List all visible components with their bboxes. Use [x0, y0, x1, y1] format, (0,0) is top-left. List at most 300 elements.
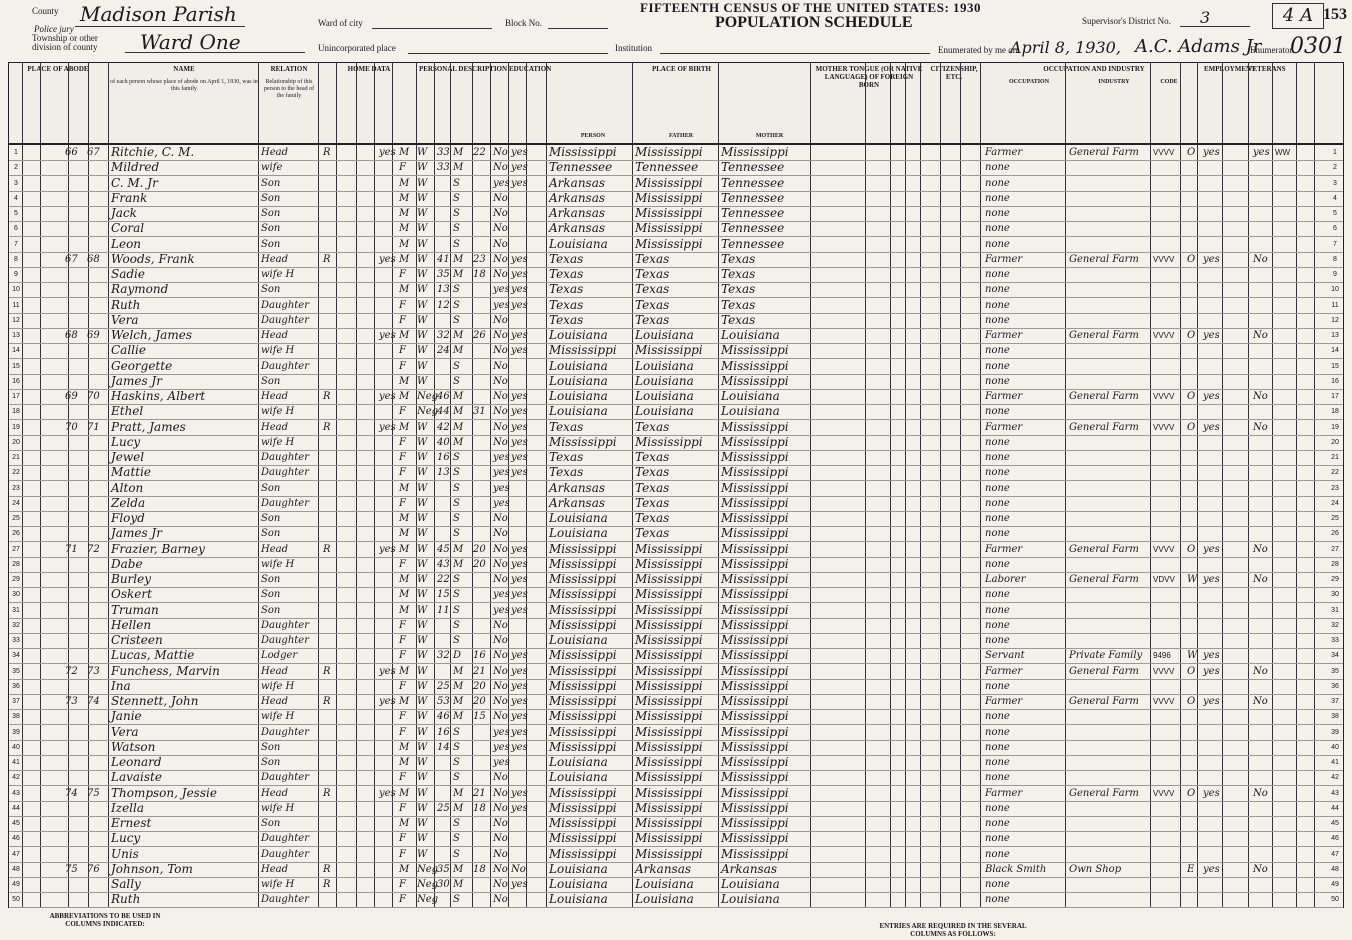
cell-read: [511, 618, 533, 633]
cell-fam: [87, 709, 107, 724]
cell-emp: [1203, 465, 1229, 480]
table-row: [9, 770, 1343, 786]
cell-dw: [65, 877, 85, 892]
cell-sex: M: [399, 696, 410, 707]
cell-cls: O: [1187, 330, 1196, 341]
cell-radio: [379, 496, 401, 511]
cell-radio: [379, 359, 401, 374]
cell-age: 16: [437, 726, 450, 738]
cell-vet: [1253, 343, 1277, 358]
cell-dw: 69: [65, 391, 78, 402]
cell-rel: Son: [261, 208, 281, 219]
cell-fam: [87, 831, 107, 846]
cell-radio: [379, 191, 401, 206]
cell-ms: M: [453, 421, 464, 433]
cell-lnr: 5: [1333, 210, 1337, 217]
cell-agem: [473, 420, 491, 435]
cell-read: yes: [511, 284, 528, 296]
cell-mbp: Tennessee: [721, 160, 785, 175]
cell-dw: [65, 282, 85, 297]
table-row: [9, 847, 1343, 863]
cell-radio: [379, 709, 401, 724]
cell-radio: yes: [379, 330, 396, 341]
cell-fbp: Texas: [635, 480, 670, 495]
table-row: [9, 313, 1343, 329]
cell-read: yes: [511, 467, 528, 479]
cell-agem: [473, 847, 491, 862]
cell-mbp: Mississippi: [721, 511, 789, 525]
cell-mbp: Mississippi: [721, 846, 789, 861]
cell-ln: 14: [12, 347, 20, 355]
cell-ms: S: [453, 589, 460, 601]
cell-bp: Arkansas: [549, 206, 606, 220]
cell-occ: none: [985, 284, 1010, 296]
cell-sch: No: [493, 436, 508, 448]
cell-fam: 73: [87, 665, 100, 677]
cell-lnr: 41: [1331, 759, 1339, 766]
cell-mbp: Mississippi: [721, 633, 789, 647]
cell-emp: [1203, 511, 1229, 526]
cell-radio: [379, 633, 401, 648]
cell-rel: Head: [261, 330, 289, 341]
cell-agem: [473, 816, 491, 831]
cell-fam: 68: [87, 253, 100, 265]
cell-mbp: Mississippi: [721, 617, 789, 632]
cell-sex: F: [399, 299, 406, 311]
cell-bp: Louisiana: [549, 861, 608, 876]
cell-vet: [1253, 160, 1277, 175]
cell-ms: M: [453, 391, 464, 402]
cell-fam: [87, 816, 107, 831]
cell-race: Neg: [417, 863, 439, 875]
cell-name: Ruth: [111, 892, 141, 907]
cell-emp: [1203, 176, 1229, 191]
cell-bp: Mississippi: [549, 694, 617, 708]
cell-mbp: Tennessee: [721, 236, 785, 251]
cell-mbp: Mississippi: [721, 709, 789, 724]
cell-bp: Mississippi: [549, 343, 617, 358]
cell-race: W: [417, 772, 428, 784]
cell-race: W: [417, 635, 428, 646]
cell-vw: [1275, 313, 1299, 328]
cell-race: W: [417, 345, 428, 357]
cell-mbp: Mississippi: [721, 434, 789, 449]
cell-fbp: Louisiana: [635, 892, 694, 907]
cell-sch: yes: [493, 741, 510, 753]
cell-age: 33: [437, 147, 450, 158]
cell-code: [1153, 755, 1187, 770]
cell-emp: [1203, 801, 1229, 816]
cell-sex: M: [399, 192, 410, 204]
cell-rel: Head: [261, 253, 289, 265]
cell-race: W: [417, 375, 428, 387]
cell-radio: [379, 343, 401, 358]
cell-vet: No: [1253, 787, 1268, 799]
table-row: [9, 572, 1343, 588]
cell-ms: M: [453, 863, 464, 875]
cell-mbp: Mississippi: [721, 816, 789, 830]
cell-agem: [473, 481, 491, 496]
cell-name: Unis: [111, 846, 139, 861]
cell-dw: [65, 648, 85, 663]
cell-dw: [65, 526, 85, 541]
cell-sex: F: [399, 162, 406, 174]
cell-lnr: 18: [1331, 408, 1339, 416]
cell-ms: S: [453, 848, 460, 860]
cell-vw: [1275, 862, 1299, 877]
cell-vw: [1275, 587, 1299, 602]
cell-mbp: Tennessee: [721, 175, 785, 190]
cell-radio: [379, 770, 401, 785]
cell-read: yes: [511, 665, 528, 677]
cell-age: 53: [437, 696, 450, 707]
cell-race: W: [417, 299, 428, 311]
cell-ms: S: [453, 635, 460, 646]
cell-bp: Mississippi: [549, 556, 617, 571]
cell-fam: 76: [87, 863, 100, 875]
cell-sch: No: [493, 223, 508, 235]
cell-bp: Mississippi: [549, 572, 617, 586]
cell-code: VVVV: [1153, 666, 1175, 676]
cell-fbp: Mississippi: [635, 694, 703, 708]
cell-name: Raymond: [111, 282, 169, 297]
cell-read: yes: [511, 711, 528, 723]
cell-mbp: Mississippi: [721, 465, 789, 480]
cell-mbp: Mississippi: [721, 358, 789, 373]
cell-ind: [1069, 237, 1155, 252]
cell-ms: S: [453, 619, 460, 631]
cell-tenure: R: [323, 863, 331, 875]
cell-ms: S: [453, 467, 460, 479]
cell-emp: [1203, 343, 1229, 358]
cell-occ: none: [985, 848, 1010, 860]
cell-vet: No: [1253, 665, 1268, 677]
cell-sex: M: [399, 391, 410, 402]
cell-sex: F: [399, 650, 406, 662]
cell-dw: 67: [65, 253, 78, 265]
cell-read: [511, 755, 533, 770]
cell-code: [1153, 496, 1187, 511]
cell-race: W: [417, 726, 428, 738]
cell-tenure: R: [323, 665, 331, 677]
cell-emp: yes: [1203, 391, 1220, 402]
cell-sex: M: [399, 284, 410, 296]
cell-sex: F: [399, 345, 406, 357]
cell-lnr: 36: [1331, 682, 1339, 690]
cell-vw: [1275, 282, 1299, 297]
cell-race: W: [417, 360, 428, 372]
cell-rel: wife H: [261, 879, 295, 890]
cell-ind: General Farm: [1069, 421, 1139, 433]
sheet-footer: [0, 908, 1352, 940]
cell-ln: 26: [12, 530, 20, 538]
cell-tenure: [323, 435, 339, 450]
cell-name: Johnson, Tom: [111, 861, 193, 876]
cell-cls: O: [1187, 147, 1196, 158]
cell-tenure: [323, 267, 339, 282]
cell-fam: [87, 237, 107, 252]
cell-race: W: [417, 757, 428, 768]
cell-emp: [1203, 435, 1229, 450]
table-row: [9, 648, 1343, 664]
cell-ms: S: [453, 741, 460, 753]
cell-ms: S: [453, 299, 460, 311]
cell-radio: yes: [379, 391, 396, 402]
table-row: [9, 862, 1343, 878]
cell-vet: [1253, 618, 1277, 633]
cell-emp: [1203, 709, 1229, 724]
cell-sch: No: [493, 314, 508, 326]
cell-mbp: Mississippi: [721, 663, 789, 678]
cell-vet: [1253, 282, 1277, 297]
cell-fam: 72: [87, 543, 100, 555]
cell-name: Leon: [111, 236, 142, 251]
cell-tenure: R: [323, 696, 331, 707]
cell-name: Leonard: [111, 755, 162, 769]
cell-race: W: [417, 192, 428, 204]
cell-tenure: R: [323, 421, 331, 433]
cell-vet: [1253, 313, 1277, 328]
cell-ms: M: [453, 879, 464, 890]
cell-read: [511, 237, 533, 252]
table-row: [9, 542, 1343, 558]
cell-ms: S: [453, 360, 460, 372]
cell-tenure: [323, 465, 339, 480]
cell-vet: No: [1253, 330, 1268, 341]
cell-ln: 43: [12, 789, 20, 797]
cell-sch: No: [493, 879, 508, 890]
cell-sch: yes: [493, 589, 510, 601]
cell-fbp: Texas: [635, 511, 670, 525]
cell-tenure: [323, 740, 339, 755]
cell-radio: [379, 862, 401, 877]
cell-vw: [1275, 420, 1299, 435]
cell-age: 12: [437, 299, 450, 311]
cell-bp: Mississippi: [549, 846, 617, 861]
cell-lnr: 22: [1331, 469, 1339, 477]
cell-ln: 21: [12, 454, 20, 461]
cell-lnr: 34: [1331, 652, 1339, 660]
cell-ln: 33: [12, 637, 20, 644]
cell-rel: Head: [261, 391, 289, 402]
cell-lnr: 12: [1331, 316, 1339, 324]
cell-ind: General Farm: [1069, 665, 1139, 677]
cell-cls: O: [1187, 253, 1196, 265]
cell-radio: [379, 206, 401, 221]
cell-tenure: R: [323, 879, 331, 890]
cell-tenure: [323, 191, 339, 206]
cell-rel: Head: [261, 696, 289, 707]
table-row: [9, 786, 1343, 802]
cell-occ: none: [985, 452, 1010, 463]
cell-ln: 8: [14, 255, 18, 263]
cell-dw: [65, 816, 85, 831]
cell-fam: [87, 374, 107, 389]
cell-lnr: 45: [1331, 820, 1339, 827]
cell-bp: Louisiana: [549, 511, 608, 525]
cell-read: yes: [511, 696, 528, 707]
cell-rel: Daughter: [261, 635, 309, 646]
cell-occ: none: [985, 375, 1010, 387]
cell-sch: No: [493, 147, 508, 158]
cell-tenure: [323, 709, 339, 724]
cell-rel: wife H: [261, 436, 295, 448]
cell-name: Zelda: [111, 495, 146, 510]
cell-occ: none: [985, 436, 1010, 448]
table-row: [9, 465, 1343, 481]
table-row: [9, 709, 1343, 725]
cell-fam: [87, 648, 107, 663]
cell-occ: none: [985, 528, 1010, 540]
cell-code: VVVV: [1153, 254, 1175, 264]
cell-dw: [65, 450, 85, 465]
colname-person: PERSON: [580, 133, 606, 139]
cell-race: W: [417, 833, 428, 845]
cell-agem: [473, 221, 491, 236]
cell-code: [1153, 237, 1187, 252]
cell-emp: yes: [1203, 421, 1220, 433]
cell-ind: [1069, 435, 1155, 450]
cell-ms: S: [453, 528, 460, 540]
cell-vet: [1253, 450, 1277, 465]
cell-age: 43: [437, 558, 450, 570]
cell-fam: [87, 298, 107, 313]
cell-agem: [473, 206, 491, 221]
cell-occ: none: [985, 162, 1010, 174]
cell-read: yes: [511, 299, 528, 311]
cell-sex: F: [399, 269, 406, 280]
cell-tenure: [323, 328, 339, 343]
cell-radio: [379, 801, 401, 816]
cell-ind: General Farm: [1069, 787, 1139, 799]
cell-dw: [65, 313, 85, 328]
schedule-title: POPULATION SCHEDULE: [715, 14, 913, 31]
cell-fbp: Mississippi: [635, 800, 703, 815]
cell-race: W: [417, 497, 428, 509]
cell-cls: O: [1187, 391, 1196, 402]
cell-race: W: [417, 741, 428, 753]
cell-name: Ethel: [111, 404, 144, 419]
county-value: Madison Parish: [80, 2, 237, 26]
cell-bp: Mississippi: [549, 678, 617, 693]
cell-name: Watson: [111, 739, 156, 754]
table-row: [9, 389, 1343, 405]
cell-fbp: Texas: [635, 450, 670, 464]
cell-occ: none: [985, 619, 1010, 631]
group-name: NAME: [173, 65, 195, 73]
cell-agem: 20: [473, 558, 486, 570]
cell-emp: [1203, 618, 1229, 633]
cell-race: W: [417, 574, 428, 585]
cell-rel: Daughter: [261, 314, 309, 326]
cell-code: VVVV: [1153, 422, 1175, 432]
cell-sex: F: [399, 436, 406, 448]
cell-bp: Texas: [549, 251, 584, 266]
cell-fbp: Arkansas: [635, 861, 692, 876]
cell-race: W: [417, 650, 428, 662]
cell-vw: WW: [1275, 148, 1291, 157]
cell-sch: No: [493, 391, 508, 402]
cell-read: [511, 496, 533, 511]
cell-vet: [1253, 298, 1277, 313]
cell-ind: Own Shop: [1069, 863, 1122, 875]
cell-ln: 29: [12, 576, 20, 583]
cell-rel: Daughter: [261, 772, 309, 784]
cell-race: W: [417, 619, 428, 631]
cell-race: W: [417, 604, 428, 616]
table-row: [9, 420, 1343, 436]
cell-read: yes: [511, 604, 528, 616]
colname-relation: Relationship of this person to the head of the family: [263, 79, 315, 99]
cell-agem: [473, 313, 491, 328]
cell-rel: Head: [261, 863, 289, 875]
unincorporated-label: Unincorporated place: [318, 43, 396, 53]
cell-fam: [87, 481, 107, 496]
cell-lnr: 30: [1331, 591, 1339, 599]
cell-sch: No: [493, 208, 508, 219]
cell-radio: [379, 831, 401, 846]
cell-name: Welch, James: [111, 328, 192, 342]
cell-fam: 70: [87, 391, 100, 402]
cell-mbp: Texas: [721, 251, 756, 266]
cell-ln: 20: [12, 438, 20, 446]
cell-ln: 15: [12, 362, 20, 370]
cell-lnr: 29: [1331, 576, 1339, 583]
cell-ind: [1069, 892, 1155, 907]
supervisor-value: 3: [1200, 8, 1211, 27]
cell-rel: Son: [261, 574, 281, 585]
cell-age: 32: [437, 650, 450, 662]
cell-emp: [1203, 755, 1229, 770]
cell-ind: [1069, 404, 1155, 419]
cell-sch: No: [493, 863, 508, 875]
cell-dw: [65, 603, 85, 618]
cell-bp: Mississippi: [549, 785, 617, 800]
cell-vet: [1253, 847, 1277, 862]
cell-vw: [1275, 770, 1299, 785]
cell-ind: [1069, 282, 1155, 297]
cell-bp: Texas: [549, 450, 584, 464]
cell-bp: Texas: [549, 282, 584, 297]
table-row: [9, 740, 1343, 756]
cell-vet: [1253, 465, 1277, 480]
cell-rel: wife H: [261, 711, 295, 723]
cell-ms: S: [453, 284, 460, 296]
cell-code: [1153, 740, 1187, 755]
cell-sex: F: [399, 360, 406, 372]
cell-vw: [1275, 176, 1299, 191]
cell-dw: [65, 801, 85, 816]
table-row: [9, 359, 1343, 375]
cell-tenure: [323, 359, 339, 374]
cell-code: VVVV: [1153, 148, 1175, 157]
cell-name: Alton: [111, 480, 144, 495]
cell-sex: F: [399, 619, 406, 631]
table-row: [9, 206, 1343, 222]
cell-radio: [379, 572, 401, 587]
table-row: [9, 557, 1343, 573]
cell-ln: 17: [12, 393, 20, 400]
cell-occ: none: [985, 802, 1010, 814]
cell-dw: [65, 587, 85, 602]
cell-ln: 40: [12, 743, 20, 751]
cell-ms: S: [453, 818, 460, 829]
cell-radio: [379, 404, 401, 419]
cell-read: [511, 816, 533, 831]
cell-agem: [473, 892, 491, 907]
cell-fam: 67: [87, 147, 100, 158]
cell-name: Jack: [111, 206, 137, 220]
